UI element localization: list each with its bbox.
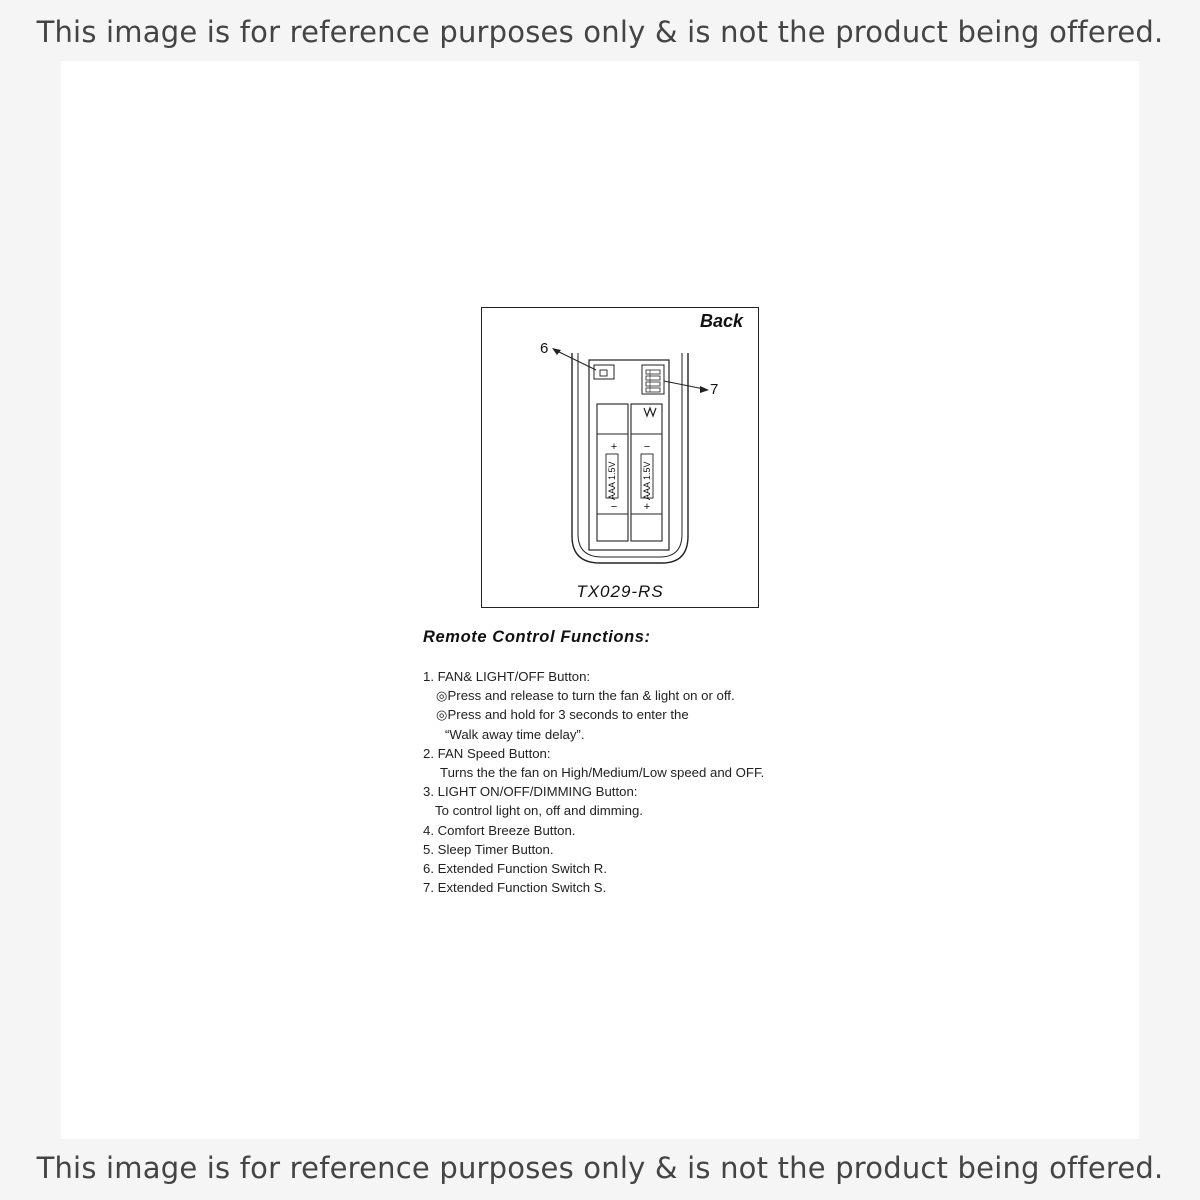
- function-title: 4. Comfort Breeze Button.: [423, 822, 576, 838]
- model-number: TX029-RS: [576, 582, 664, 601]
- polarity-mark: +: [610, 441, 618, 453]
- remote-back-drawing: [482, 308, 758, 607]
- functions-list: [423, 667, 843, 897]
- function-item: [423, 782, 843, 820]
- disclaimer-banner-top: This image is for reference purposes only & is not the product being offered.: [36, 15, 1164, 49]
- function-title: 6. Extended Function Switch R.: [423, 861, 607, 877]
- spring-icon: [644, 408, 656, 416]
- function-item: [423, 840, 843, 859]
- polarity-mark: +: [643, 501, 651, 513]
- function-item: [423, 878, 843, 897]
- arrow-icon: [700, 386, 709, 393]
- function-detail: To control light on, off and dimming.: [435, 803, 643, 819]
- polarity-mark: −: [610, 501, 618, 513]
- function-title: 7. Extended Function Switch S.: [423, 880, 607, 896]
- function-item: [423, 821, 843, 840]
- polarity-mark: −: [643, 441, 651, 453]
- callout-7-label: 7: [710, 381, 719, 398]
- figure-title: Back: [699, 311, 743, 331]
- functions-section: [423, 628, 843, 897]
- battery-label: AAA 1.5V: [607, 461, 617, 500]
- function-item: [423, 667, 843, 744]
- battery-label: AAA 1.5V: [642, 461, 652, 500]
- function-detail: Turns the the fan on High/Medium/Low speed and OFF.: [440, 765, 765, 781]
- function-detail: ◎Press and hold for 3 seconds to enter the: [436, 707, 689, 723]
- function-title: 1. FAN& LIGHT/OFF Button:: [423, 669, 591, 684]
- function-title: 5. Sleep Timer Button.: [423, 841, 554, 857]
- function-title: 2. FAN Speed Button:: [423, 745, 551, 761]
- arrow-icon: [552, 348, 561, 355]
- disclaimer-banner-bottom: This image is for reference purposes only & is not the product being offered.: [36, 1151, 1164, 1185]
- callout-7-line: [664, 381, 704, 389]
- function-detail: ◎Press and release to turn the fan & light on or off.: [436, 688, 735, 704]
- functions-heading: Remote Control Functions:: [423, 628, 651, 646]
- function-item: [423, 744, 843, 782]
- dip-switch-s: [642, 365, 664, 394]
- function-detail: “Walk away time delay”.: [445, 726, 585, 742]
- battery-compartment: [589, 360, 669, 550]
- function-title: 3. LIGHT ON/OFF/DIMMING Button:: [423, 784, 638, 800]
- function-item: [423, 859, 843, 878]
- remote-back-figure: [481, 307, 759, 608]
- callout-6-label: 6: [540, 340, 549, 357]
